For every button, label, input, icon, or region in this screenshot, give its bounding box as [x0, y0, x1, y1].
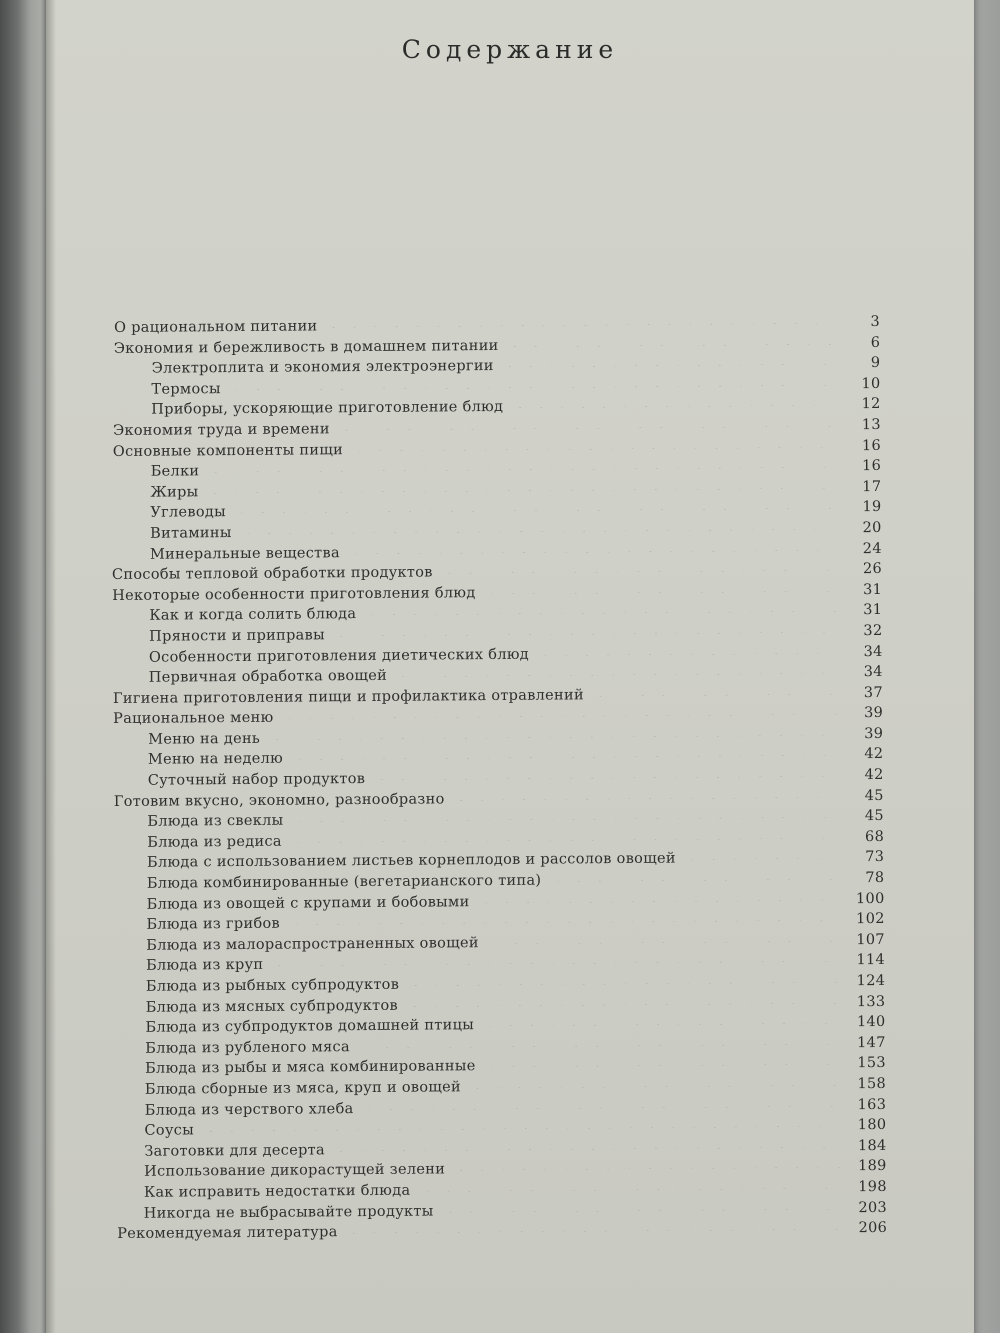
toc-entry-title: Особенности приготовления диетических блюд [148, 646, 530, 666]
toc-entry-title: Способы тепловой обработки продуктов [111, 564, 433, 584]
toc-entry-title: Заготовки для десерта [144, 1142, 325, 1160]
toc-entry-page-number: 12 [861, 396, 881, 413]
dot-leader [405, 981, 839, 985]
toc-entry-title: Жиры [150, 484, 199, 501]
dot-leader [331, 631, 837, 636]
toc-entry-title: Минеральные вещества [149, 544, 340, 563]
toc-entry-page-number: 45 [864, 787, 884, 804]
dot-leader [482, 1064, 840, 1068]
dot-leader [590, 693, 837, 696]
toc-entry-page-number: 158 [857, 1075, 887, 1093]
toc-entry-title: Блюда из круп [145, 957, 264, 975]
toc-entry-page-number: 19 [862, 499, 882, 516]
toc-entry-page-number: 180 [857, 1117, 887, 1134]
toc-entry-title: Никогда не выбрасывайте продукты [143, 1203, 434, 1222]
dot-leader [227, 384, 835, 390]
dot-leader [547, 878, 838, 881]
toc-entry-title: Блюда сборные из мяса, круп и овощей [144, 1079, 462, 1098]
toc-entry-page-number: 78 [865, 869, 885, 887]
dot-leader [393, 672, 837, 676]
dot-leader [269, 961, 839, 966]
toc-entry-page-number: 6 [870, 334, 881, 351]
dot-leader [505, 343, 835, 347]
toc-entry-title: Блюда из рубленого мяса [145, 1038, 350, 1057]
toc-entry-page-number: 42 [864, 767, 884, 784]
toc-entry-title: О рациональном питании [113, 318, 318, 336]
toc-entry-title: Меню на день [148, 730, 261, 748]
dot-leader [336, 425, 835, 430]
dot-leader [416, 1187, 840, 1191]
toc-entry-page-number: 45 [864, 808, 884, 825]
toc-entry-page-number: 10 [861, 375, 881, 392]
toc-entry-title: Меню на неделю [147, 751, 284, 769]
toc-entry-page-number: 107 [856, 931, 885, 948]
toc-entry-page-number: 17 [862, 478, 882, 495]
toc-entry-title: Экономия и бережливость в домашнем питании [113, 337, 499, 357]
toc-entry-title: Как и когда солить блюда [149, 606, 357, 625]
toc-entry-title: Экономия труда и времени [113, 421, 330, 439]
dot-leader [362, 611, 836, 616]
dot-leader [535, 652, 837, 655]
toc-entry-page-number: 24 [862, 540, 882, 557]
toc-entry-title: Блюда из грибов [146, 915, 281, 933]
toc-entry-title: Гигиена приготовления пищи и профилактика отравлений [112, 686, 584, 707]
table-of-contents [110, 314, 887, 1247]
dot-leader [451, 796, 838, 800]
toc-entry-page-number: 16 [861, 437, 882, 454]
dot-leader [356, 1043, 840, 1048]
dot-leader [238, 528, 836, 534]
dot-leader [480, 1022, 840, 1026]
toc-entry-title: Основные компоненты пищи [112, 441, 344, 460]
toc-entry-title: Электроплита и экономия электроэнергии [151, 358, 494, 377]
toc-entry-page-number: 32 [863, 622, 883, 639]
toc-entry-page-number: 34 [863, 664, 883, 681]
toc-entry-page-number: 114 [856, 952, 886, 969]
toc-entry-title: Как исправить недостатки блюда [143, 1182, 411, 1201]
toc-entry-title: Блюда из субпродуктов домашней птицы [145, 1017, 475, 1036]
toc-entry-title: Блюда с использованием листьев корнеплодов и рассолов овощей [146, 851, 676, 872]
toc-entry-page-number: 163 [857, 1096, 887, 1113]
toc-entry-title: Блюда из овощей с крупами и бобовыми [146, 893, 470, 913]
toc-entry-title: Первичная обработка овощей [148, 667, 388, 686]
toc-entry-title: Пряности и приправы [149, 627, 325, 645]
toc-entry-page-number: 140 [856, 1014, 886, 1031]
toc-entry-page-number: 147 [857, 1034, 886, 1051]
toc-entry-page-number: 20 [862, 519, 882, 537]
toc-entry-title: Блюда из черствого хлеба [144, 1100, 354, 1119]
toc-entry-page-number: 39 [864, 725, 884, 742]
toc-entry-title: Витамины [150, 524, 232, 542]
dot-leader [467, 1084, 840, 1088]
toc-entry-page-number: 189 [858, 1158, 887, 1175]
toc-entry-title: Блюда из свеклы [147, 812, 284, 830]
toc-entry-page-number: 42 [864, 746, 884, 763]
toc-entry-title: Белки [150, 463, 200, 480]
dot-leader [360, 1105, 841, 1110]
toc-entry-page-number: 9 [870, 355, 881, 372]
dot-leader [349, 446, 835, 451]
page-title: Содержание [401, 35, 619, 64]
toc-entry-page-number: 124 [856, 972, 886, 990]
dot-leader [451, 1167, 841, 1171]
dot-leader [344, 1228, 842, 1233]
dot-leader [200, 1125, 840, 1131]
toc-entry-title: Термосы [151, 380, 221, 398]
dot-leader [440, 1208, 841, 1212]
toc-entry-title: Соусы [144, 1122, 195, 1139]
dot-leader [485, 940, 839, 944]
dot-leader [205, 466, 835, 472]
dot-leader [286, 920, 839, 925]
toc-entry-title: Рациональное меню [113, 710, 274, 728]
dot-leader [509, 405, 834, 409]
toc-entry-title: Суточный набор продуктов [147, 771, 366, 789]
dot-leader [331, 1146, 841, 1151]
toc-entry-page-number: 198 [858, 1178, 887, 1196]
dot-leader [323, 322, 834, 327]
toc-entry-title: Рекомендуемая литература [117, 1224, 338, 1243]
toc-entry-title: Блюда из рыбы и мяса комбинированные [145, 1058, 476, 1078]
dot-leader [204, 487, 835, 493]
toc-entry-page-number: 153 [857, 1055, 886, 1072]
dot-leader [500, 363, 835, 367]
dot-leader [346, 549, 836, 554]
dot-leader [404, 1002, 839, 1006]
toc-entry-page-number: 13 [861, 416, 881, 434]
dot-leader [288, 837, 838, 842]
dot-leader [371, 775, 837, 780]
toc-entry-title: Готовим вкусно, экономно, разнообразно [113, 791, 445, 810]
toc-entry-page-number: 26 [862, 561, 883, 578]
dot-leader [439, 569, 836, 573]
toc-entry-title: Использование дикорастущей зелени [144, 1161, 446, 1181]
dot-leader [266, 734, 837, 739]
dot-leader [289, 755, 837, 760]
toc-entry-page-number: 102 [856, 911, 885, 928]
toc-entry-page-number: 3 [870, 313, 881, 331]
toc-entry-title: Некоторые особенности приготовления блюд [112, 584, 476, 604]
toc-entry-page-number: 203 [858, 1199, 888, 1216]
toc-entry-title: Блюда из рыбных субпродуктов [145, 976, 400, 995]
toc-entry-page-number: 68 [864, 828, 885, 845]
toc-entry-page-number: 184 [857, 1137, 887, 1154]
dot-leader [482, 590, 837, 594]
toc-entry-title: Углеводы [150, 504, 227, 522]
toc-entry-page-number: 31 [863, 602, 883, 619]
toc-entry-page-number: 31 [863, 581, 883, 598]
toc-entry-page-number: 133 [856, 993, 886, 1010]
dot-leader [232, 508, 836, 514]
dot-leader [289, 817, 837, 822]
toc-entry-page-number: 100 [855, 890, 885, 907]
toc-entry-page-number: 39 [863, 705, 884, 722]
toc-entry-title: Блюда из малораспространенных овощей [146, 934, 479, 954]
dot-leader [682, 858, 838, 860]
toc-entry-page-number: 37 [863, 684, 884, 701]
toc-entry-title: Блюда из мясных субпродуктов [145, 997, 399, 1016]
dot-leader [476, 899, 839, 903]
toc-entry-page-number: 16 [862, 458, 882, 475]
toc-entry-title: Приборы, ускоряющие приготовление блюд [151, 399, 504, 419]
toc-entry-title: Блюда из редиса [147, 833, 282, 851]
dot-leader [280, 714, 838, 719]
toc-entry-page-number: 206 [858, 1220, 888, 1237]
toc-entry-page-number: 73 [865, 849, 885, 866]
book-page [46, 0, 974, 1333]
toc-entry-page-number: 34 [863, 643, 883, 660]
toc-entry-title: Блюда комбинированные (вегетарианского типа) [146, 872, 542, 892]
